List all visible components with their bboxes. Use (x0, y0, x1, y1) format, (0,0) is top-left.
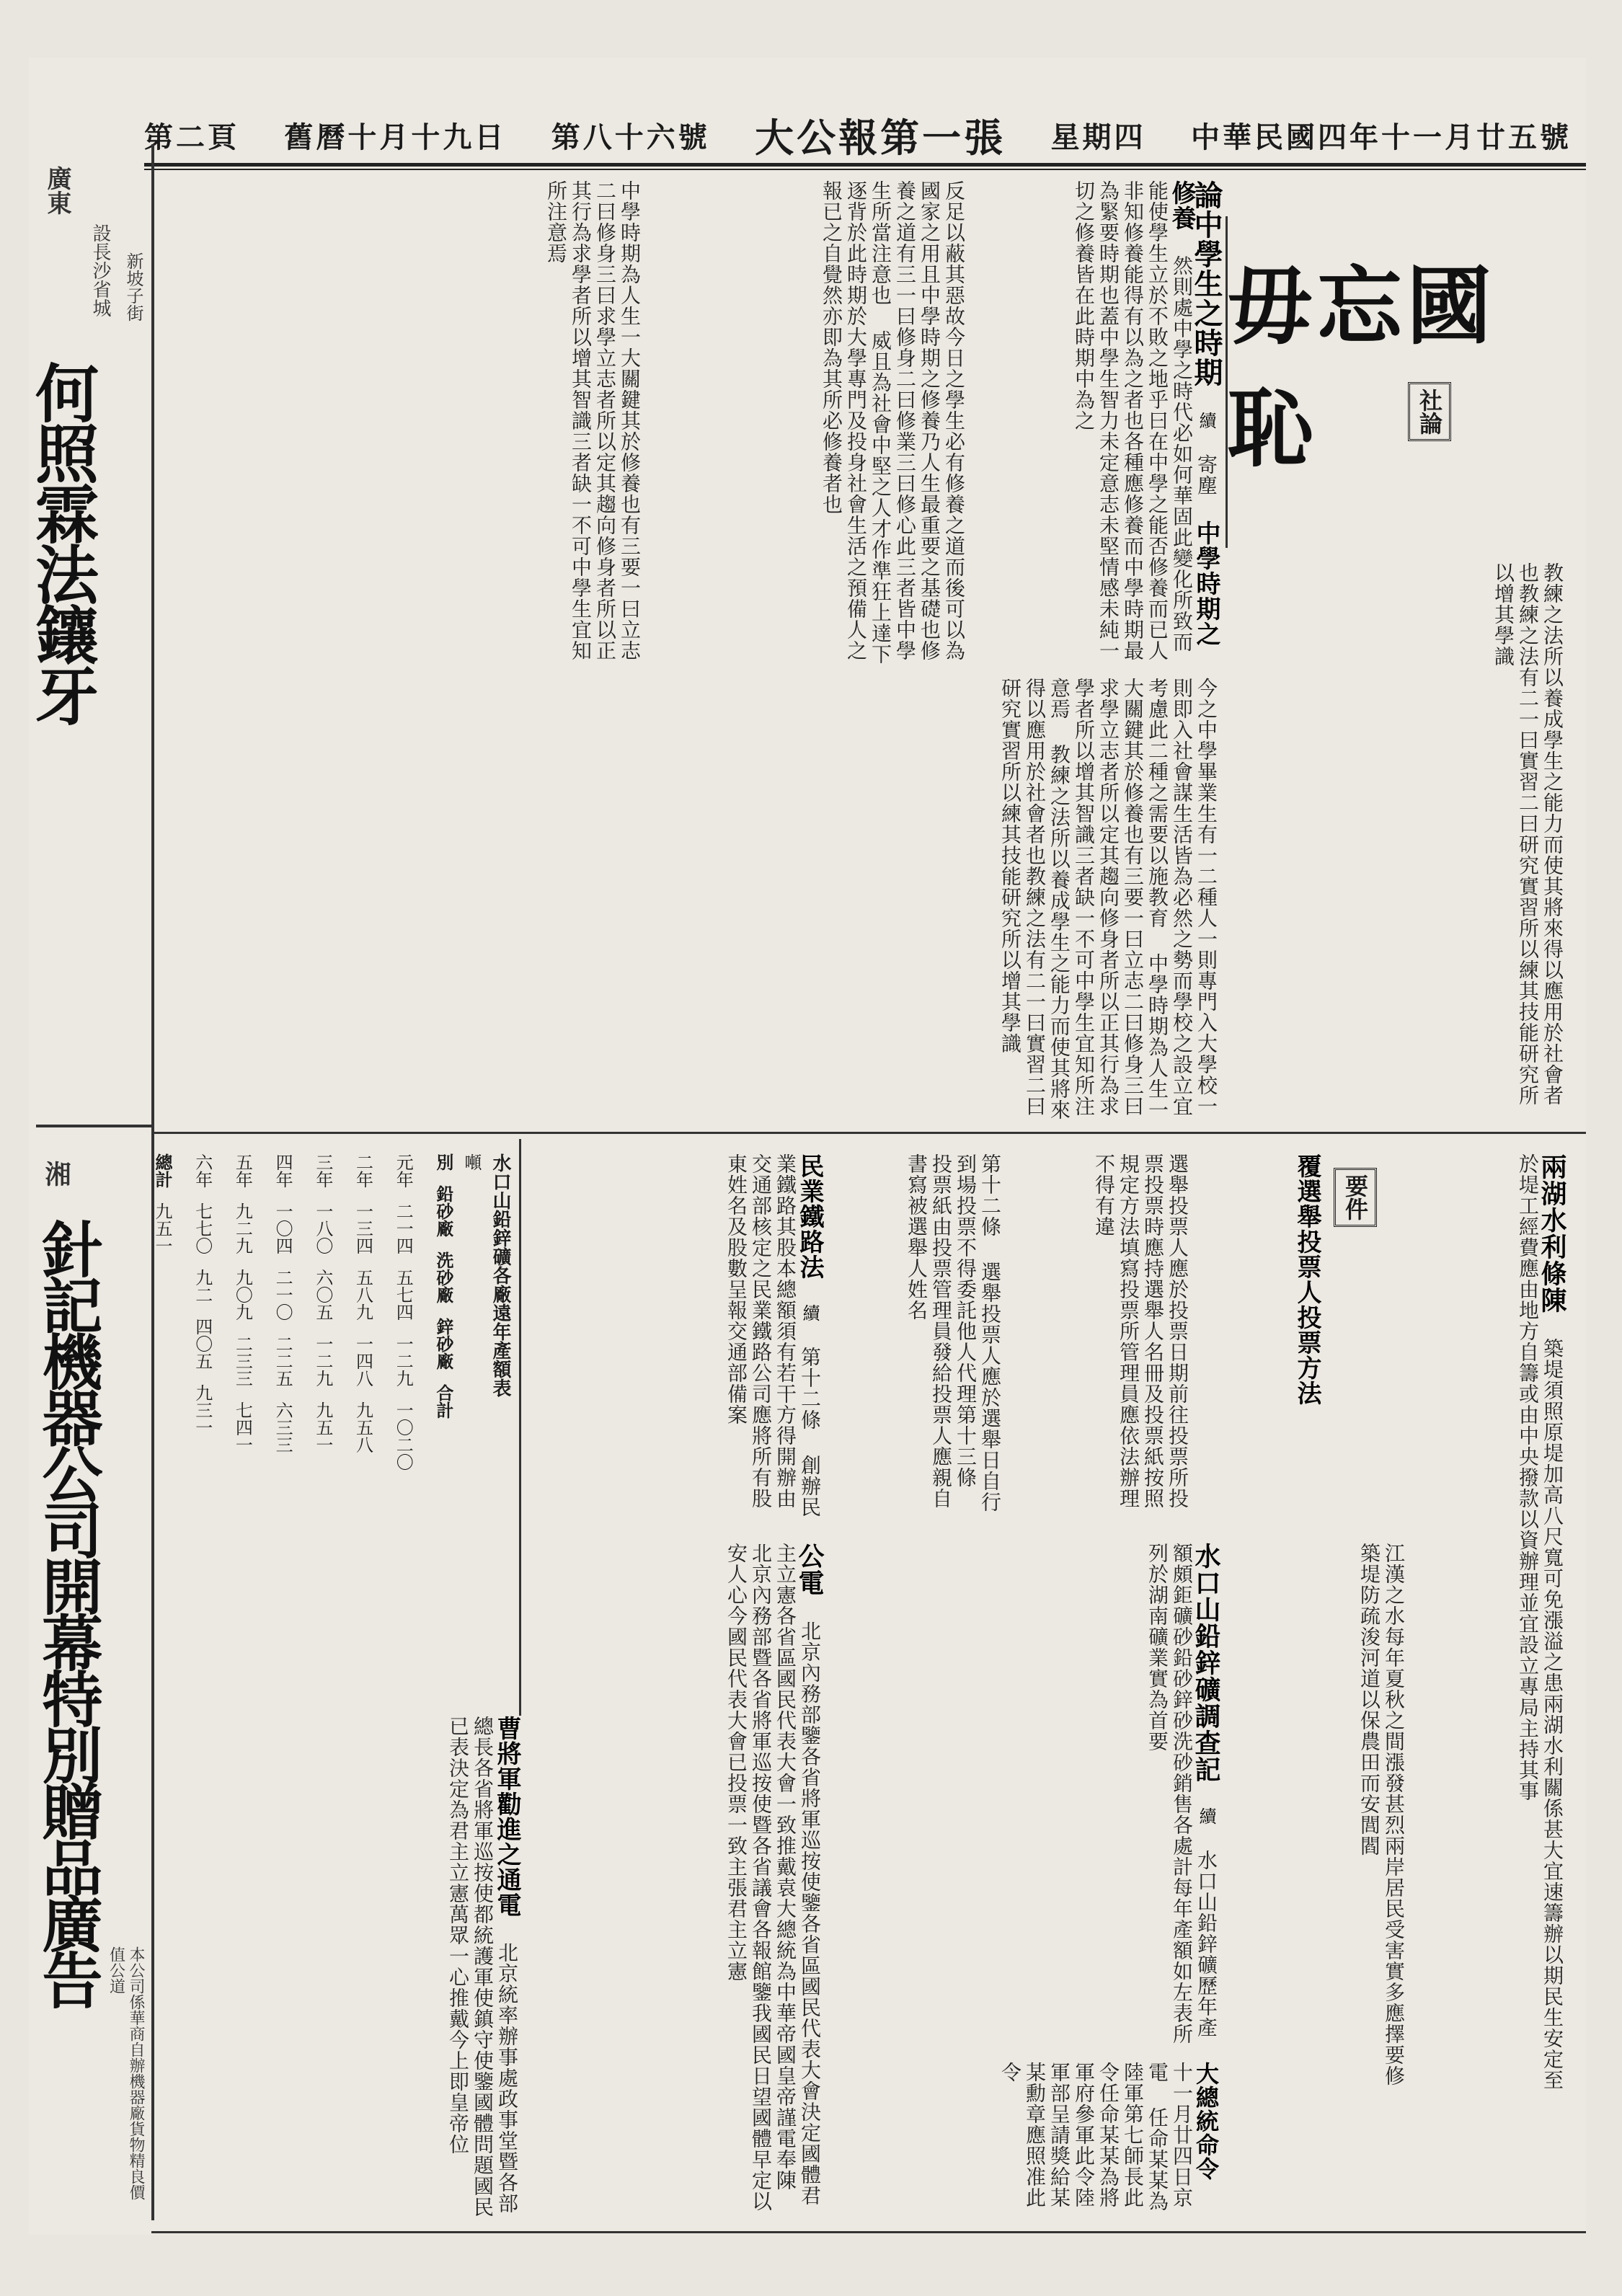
table-cell: 二一四 (393, 1202, 414, 1254)
table-row (392, 1153, 414, 1687)
table-cell: 九三一 (192, 1384, 213, 1436)
table-total-label: 總計 (152, 1153, 173, 1188)
key-items-subtitle-area (1197, 1153, 1319, 1528)
key-items-label: 要件 (1334, 1168, 1377, 1227)
editorial-subtitle: 中學時期之修養 (1167, 180, 1220, 647)
table-cell: 五七四 (393, 1269, 414, 1321)
editorial-body: 然則處中學之時代必如何華固此變化所致而能使學生立於不敗之地乎曰在中學之能否修養而已人非知修養能得有以為之者也各種應修養而中學時期最為緊要時期也蓋中學生智力未定意志未堅情感未純一切之修養皆在此時期中為之 (1072, 180, 1194, 661)
railway-law-body: 第十二條 創辦民業鐵路其股本總額須有若干方得開辦由交通部核定之民業鐵路公司應將所有股東姓名及股數呈報交通部備案 (724, 1153, 822, 1517)
page-number: 第二頁 (144, 120, 239, 154)
masthead-header (144, 110, 1572, 160)
table-cell: 七四一 (232, 1401, 253, 1453)
editorial-right-continued (1226, 562, 1564, 1125)
slogan-title: 毋忘國恥 (1228, 256, 1497, 479)
table-cell: 一二九 (312, 1335, 333, 1387)
mine-table-unit: 噸 (461, 1153, 482, 1171)
public-telegram-body-2: 北京內務部暨各省將軍巡按使暨各省議會各報館鑒我國民日望國體早定以安人心今國民代表大會已投票一致主張君主立憲 (724, 1543, 773, 2212)
mine-table-header-col (433, 1153, 454, 1687)
ad-top-label: 廣東 (43, 166, 71, 215)
table-cell: 七七〇 (192, 1202, 213, 1254)
table-row (353, 1153, 374, 1687)
key-items-subtitle: 覆選舉投票人投票方法 (1293, 1153, 1321, 1406)
water-law-title: 兩湖水利條陳 (1537, 1153, 1567, 1313)
table-header-cell: 鋅砂廠 (433, 1318, 454, 1370)
table-cell: 九五一 (312, 1401, 333, 1453)
editorial-body-continued (649, 180, 966, 670)
table-cell: 四〇五 (192, 1318, 213, 1370)
table-cell: 九二 (192, 1269, 213, 1303)
mine-table-title: 水口山鉛鋅礦各廠遠年產額表 (489, 1153, 511, 1397)
table-total-value: 九五一 (152, 1202, 172, 1254)
table-cell: 二三三 (232, 1335, 253, 1387)
table-cell: 九五八 (353, 1401, 373, 1453)
table-cell: 二一〇 (272, 1269, 293, 1321)
water-law-body-2: 江漢之水每年夏秋之間漲發甚烈兩岸居民受害實多應擇要修築堤防疏浚河道以保農田而安閭閻 (1357, 1543, 1406, 2086)
editorial-author: 寄塵 (1195, 454, 1218, 496)
table-cell: 五八九 (353, 1269, 373, 1321)
table-header-cell: 合計 (433, 1384, 454, 1419)
editorial-body-left-columns (166, 180, 642, 670)
military-telegram-body: 北京統率辦事處政事堂暨各部總長各省將軍巡按使都統護軍使鎮守使鑒國體問題國民已表決定為君主立憲萬眾一心推戴今上即皇帝位 (446, 1716, 519, 2217)
table-cell: 六三三 (272, 1401, 293, 1453)
table-row (312, 1153, 334, 1687)
table-cell: 一二九 (393, 1335, 414, 1387)
table-cell: 一〇二〇 (393, 1401, 414, 1471)
military-telegram-title: 曹將軍勸進之通電 (492, 1716, 521, 1918)
ad-address: 新坡子街 (123, 252, 143, 322)
mid-column-body-repeat: 中學時期為人生一大關鍵其於修養也有三要一曰立志二曰修身三曰求學立志者所以定其趨向修身者所以正其行為求學者所以增其智識三者缺一不可中學生宜知所注意焉 (1047, 678, 1169, 1120)
mid-column-body-2: 教練之法所以養成學生之能力而使其將來得以應用於社會者也教練之法有二一曰實習二曰研究實習所以練其技能研究所以增其學識 (1492, 562, 1564, 1106)
ad-location-note: 設長沙省城 (89, 223, 111, 317)
railway-law-area (526, 1153, 822, 1528)
key-items-body-2 (829, 1153, 1002, 1528)
table-cell: 五年 (232, 1153, 253, 1188)
editorial-body-3: 威且為社會中堅之人才作準狂上達下逐背於此時期於大學專門及投身社會生活之預備人之報已之自覺然亦即為其所必修養者也 (820, 180, 892, 665)
president-order-body: 任命某某為陸軍第七師長此令任命某某為將軍府參軍此令陸軍部呈請獎給某某勳章應照准此令 (998, 2062, 1169, 2212)
table-cell: 三年 (312, 1153, 333, 1188)
railway-law-tag: 續 (799, 1304, 820, 1322)
table-cell: 二年 (353, 1153, 373, 1188)
middle-band-text (166, 678, 1218, 1125)
president-order-title: 大總統命令 (1192, 2062, 1220, 2181)
mid-column-body-3: 今之中學畢業生有一二種人一則專門入大學校一則即入社會謀生活皆為必然之勢而學校之設立宜考慮此二種之需要以施教育 (1145, 678, 1218, 1117)
water-law-body: 築堤須照原堤加高八尺寬可免漲溢之患兩湖水利關係甚大宜速籌辦以期民生安定至於堤工經費應由地方自籌或由中央撥款以資辦理並宜設立專局主持其事 (1516, 1153, 1564, 2091)
section-divider (151, 1132, 1586, 1134)
editorial-tag: 續 (1196, 412, 1216, 430)
ad-divider (36, 1125, 151, 1127)
weekday: 星期四 (1050, 120, 1146, 154)
table-cell: 九二九 (232, 1202, 253, 1254)
mine-article-title: 水口山鉛鋅礦調查記 (1191, 1543, 1221, 1783)
water-law-continued (1226, 1543, 1406, 2091)
editorial-title: 論中學生之時期 (1189, 180, 1223, 387)
table-cell: 一三四 (353, 1202, 373, 1254)
ad-brand-dental: 何照霖法鑲牙 (25, 360, 100, 724)
key-items-text: 選舉投票人應於投票日期前往投票所投票投票時應持選舉人名冊及投票紙按照規定方法填寫投票所管理員應依法辦理不得有違 (1092, 1153, 1189, 1509)
table-cell: 一八〇 (312, 1202, 333, 1254)
water-law-area (1413, 1153, 1567, 2091)
railway-law-title: 民業鐵路法 (795, 1153, 824, 1280)
table-cell: 六年 (192, 1153, 213, 1188)
bottom-rule (151, 2231, 1586, 2233)
table-header-cell: 別 (433, 1153, 454, 1171)
editorial-body-2: 反足以蔽其惡故今日之學生必有修養之道而後可以為國家之用且中學時期之修養乃人生最重要之基礎也修養之道有三一曰修身二曰修業三曰修心此三者皆中學生所當注意也 (869, 180, 966, 661)
table-cell: 四年 (272, 1153, 293, 1188)
president-order-date: 十一月廿四日京電 (1145, 2062, 1194, 2208)
paper-name: 大公報第一張 (755, 114, 1006, 161)
table-row (272, 1153, 293, 1687)
mine-article-tag: 續 (1196, 1807, 1216, 1825)
editorial-section-label: 社論 (1408, 382, 1451, 441)
mine-table-grid (151, 1153, 454, 1687)
table-cell: 二二五 (272, 1335, 293, 1387)
lunar-date: 舊曆十月十九日 (284, 120, 507, 154)
editorial-headline-area (973, 180, 1223, 670)
president-order-area (829, 2062, 1218, 2220)
table-cell: 一〇四 (272, 1202, 293, 1254)
table-cell: 元年 (393, 1153, 414, 1188)
table-cell: 九〇九 (232, 1269, 253, 1321)
left-advertisement-strip (25, 144, 154, 2220)
mid-column-body-2-repeat: 教練之法所以養成學生之能力而使其將來得以應用於社會者也教練之法有二一曰實習二曰研究實習所以練其技能研究所以增其學識 (998, 678, 1071, 1120)
table-row (231, 1153, 253, 1687)
ad-brand-machinery: 針記機器公司開幕特別贈品廣告 (32, 1218, 104, 2005)
header-rule-thin (144, 169, 1586, 170)
publication-date: 中華民國四年十一月廿五號 (1190, 120, 1572, 154)
table-cell: 一四八 (353, 1335, 373, 1387)
mine-article-area (829, 1543, 1221, 2047)
key-items-text-2: 第十二條 選舉投票人應於選舉日自行到場投票不得委託他人代理第十三條 投票紙由投票管理員發給投票人應親自書寫被選舉人姓名 (905, 1153, 1002, 1512)
public-telegram-area (526, 1543, 825, 2220)
public-telegram-title: 公電 (794, 1543, 825, 1596)
masthead-title-block (1226, 216, 1566, 548)
table-cell: 六〇五 (312, 1269, 333, 1321)
issue-number: 第八十六號 (551, 120, 710, 154)
public-telegram-body: 北京內務部鑒各省將軍巡按使鑒各省區國民代表大會決定國體君主立憲各省區國民代表大會一致推戴袁大總統為中華帝國皇帝謹電奉陳 (774, 1543, 822, 2206)
ad-bottom-label: 湘 (41, 1161, 71, 1187)
table-total-row (151, 1153, 173, 1687)
mine-output-table (151, 1153, 512, 1687)
table-divider (519, 1139, 521, 1716)
ad-machinery-note: 本公司係華商自辦機器廠貨物精良價值公道 (107, 1946, 145, 2200)
key-items-body (1009, 1153, 1189, 1528)
mid-column-body: 中學時期為人生一大關鍵其於修養也有三要一曰立志二曰修身三曰求學立志者所以定其趨向修身者所以正其行為求學者所以增其智識三者缺一不可中學生宜知所注意焉 (544, 180, 642, 661)
military-telegram-area (166, 1716, 519, 2220)
table-header-cell: 鉛砂廠 (433, 1185, 454, 1237)
header-rule (144, 163, 1586, 167)
table-header-cell: 洗砂廠 (433, 1251, 454, 1303)
mine-article-body: 水口山鉛鋅礦歷年產額頗鉅礦砂鉛砂鋅砂洗砂銷售各處計每年產額如左表所列於湖南礦業實為首要 (1145, 1543, 1218, 2044)
table-row (192, 1153, 213, 1687)
